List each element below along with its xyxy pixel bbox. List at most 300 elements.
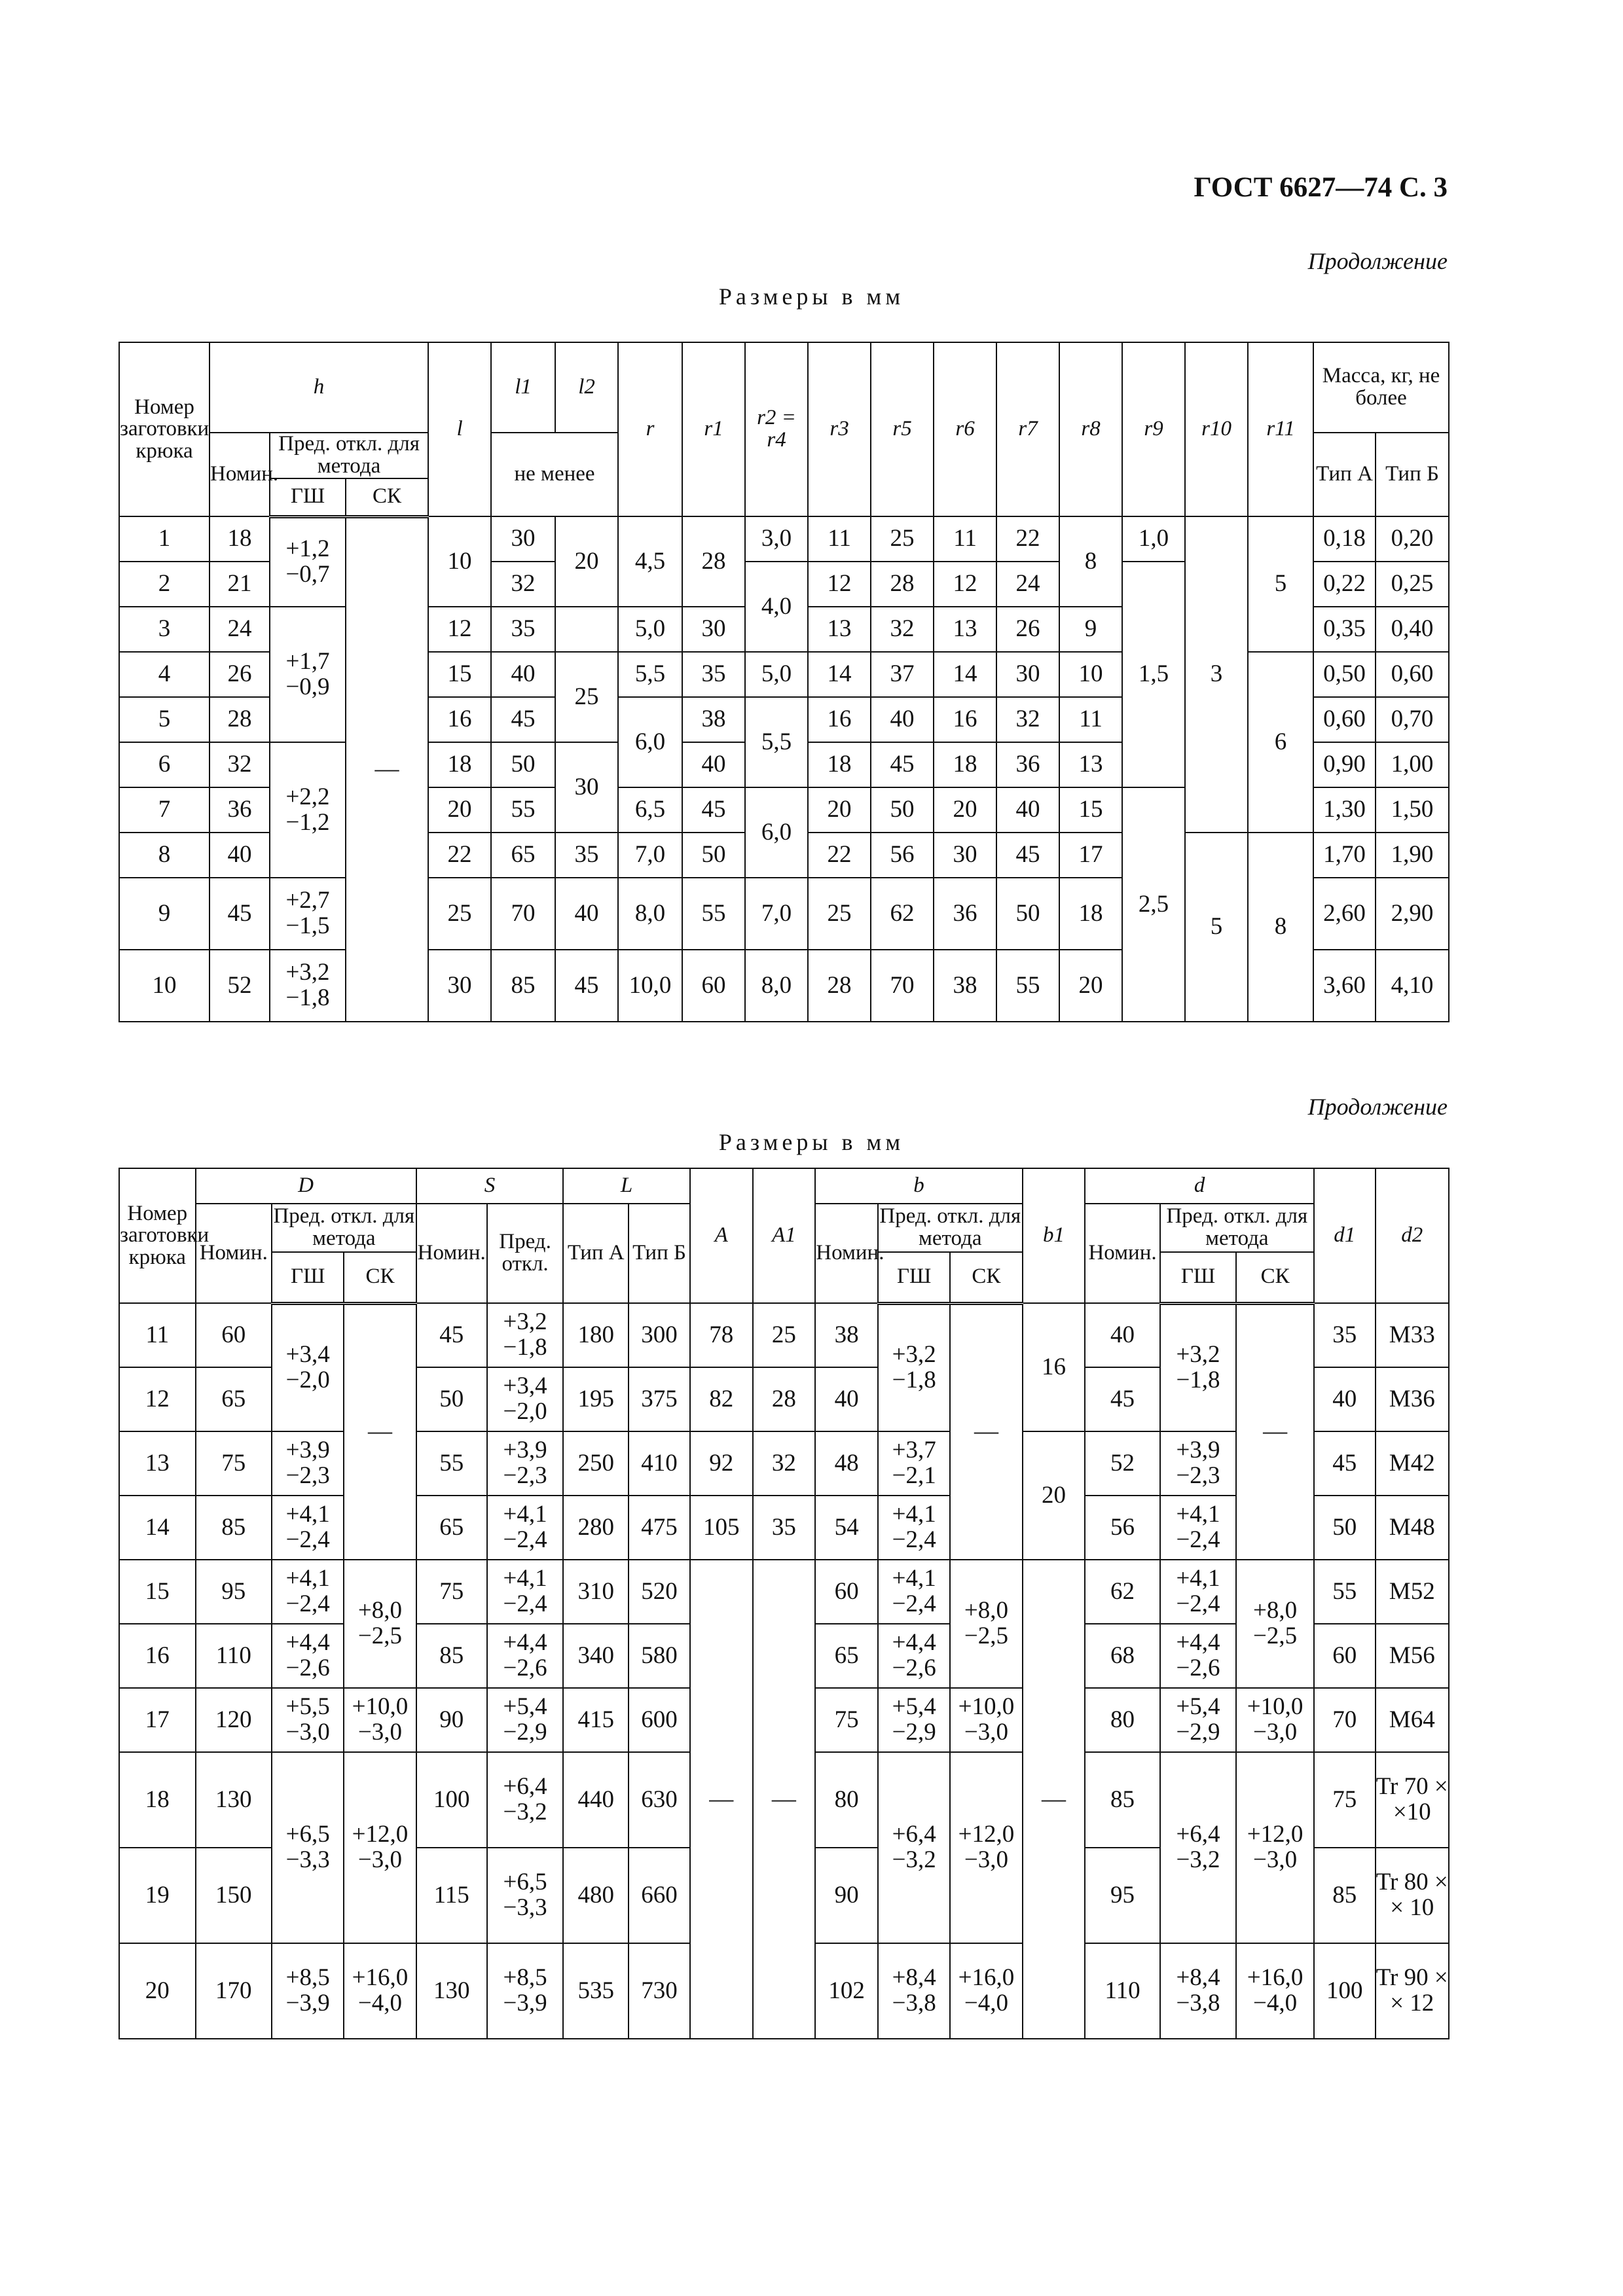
- col2-b1: b1: [1023, 1168, 1085, 1303]
- L-a-20: 535: [563, 1943, 629, 2039]
- r8-3: 9: [1059, 607, 1122, 652]
- col2-d-sk: СК: [1236, 1252, 1314, 1303]
- S-dev-12: +3,4 −2,0: [487, 1367, 564, 1431]
- mass-a-5: 0,60: [1313, 697, 1376, 742]
- mass-b-1: 0,20: [1376, 516, 1449, 562]
- units-caption-2: Размеры в мм: [718, 1129, 905, 1155]
- D-gsh-14: +4,1 −2,4: [272, 1496, 344, 1560]
- l1-10: 85: [491, 950, 555, 1022]
- col-r7: r7: [996, 342, 1059, 516]
- b1-13-14: 20: [1023, 1431, 1085, 1560]
- r1-8: 50: [682, 833, 745, 878]
- t2-row-14-no: 14: [119, 1496, 196, 1560]
- col2-b-gsh: ГШ: [878, 1252, 950, 1303]
- d2-15: M52: [1376, 1560, 1449, 1624]
- r3-4: 14: [808, 652, 871, 697]
- l2-8: 35: [555, 833, 618, 878]
- b-sk-11-14: —: [950, 1303, 1022, 1560]
- L-a-17: 415: [563, 1688, 629, 1752]
- r7-5: 32: [996, 697, 1059, 742]
- row-4-h: 26: [210, 652, 270, 697]
- col-r11: r11: [1248, 342, 1313, 516]
- r24-10: 8,0: [745, 950, 808, 1022]
- b-13: 48: [815, 1431, 878, 1496]
- S-13: 55: [416, 1431, 487, 1496]
- S-16: 85: [416, 1624, 487, 1688]
- L-a-12: 195: [563, 1367, 629, 1431]
- b-sk-20: +16,0 −4,0: [950, 1943, 1022, 2039]
- row-6-h: 32: [210, 742, 270, 787]
- mass-a-8: 1,70: [1313, 833, 1376, 878]
- b-gsh-11-12: +3,2 −1,8: [878, 1303, 950, 1431]
- S-12: 50: [416, 1367, 487, 1431]
- r24-1: 3,0: [745, 516, 808, 562]
- col-l2: l2: [555, 342, 618, 433]
- col-l: l: [428, 342, 491, 516]
- L-b-16: 580: [629, 1624, 690, 1688]
- l-5: 16: [428, 697, 491, 742]
- mass-b-8: 1,90: [1376, 833, 1449, 878]
- d-gsh-14: +4,1 −2,4: [1160, 1496, 1237, 1560]
- mass-b-3: 0,40: [1376, 607, 1449, 652]
- d-18: 85: [1085, 1752, 1159, 1848]
- t2-row-19-no: 19: [119, 1848, 196, 1943]
- col2-A1: A1: [753, 1168, 816, 1303]
- row-8-h: 40: [210, 833, 270, 878]
- r5-2: 28: [871, 562, 934, 607]
- col2-A: A: [690, 1168, 753, 1303]
- d-14: 56: [1085, 1496, 1159, 1560]
- mass-b-6: 1,00: [1376, 742, 1449, 787]
- d1-11: 35: [1314, 1303, 1376, 1367]
- A1-12: 28: [753, 1367, 816, 1431]
- b-sk-18-19: +12,0 −3,0: [950, 1752, 1022, 1943]
- l-8: 22: [428, 833, 491, 878]
- row-7-h: 36: [210, 787, 270, 833]
- b-12: 40: [815, 1367, 878, 1431]
- L-a-19: 480: [563, 1848, 629, 1943]
- d1-19: 85: [1314, 1848, 1376, 1943]
- S-dev-11: +3,2 −1,8: [487, 1303, 564, 1367]
- h-dev-10: +3,2 −1,8: [270, 950, 346, 1022]
- t2-row-16-no: 16: [119, 1624, 196, 1688]
- b1-11-12: 16: [1023, 1303, 1085, 1431]
- col-gsh: ГШ: [270, 478, 346, 516]
- r5-6: 45: [871, 742, 934, 787]
- col2-D-gsh: ГШ: [272, 1252, 344, 1303]
- d-11: 40: [1085, 1303, 1159, 1367]
- row-5-no: 5: [119, 697, 210, 742]
- D-gsh-11-12: +3,4 −2,0: [272, 1303, 344, 1431]
- mass-a-2: 0,22: [1313, 562, 1376, 607]
- mass-b-9: 2,90: [1376, 878, 1449, 950]
- D-gsh-18-19: +6,5 −3,3: [272, 1752, 344, 1943]
- b-15: 60: [815, 1560, 878, 1624]
- h-dev-6-8: +2,2 −1,2: [270, 742, 346, 878]
- b-gsh-13: +3,7 −2,1: [878, 1431, 950, 1496]
- r24-9: 7,0: [745, 878, 808, 950]
- b-sk-15-16: +8,0 −2,5: [950, 1560, 1022, 1688]
- row-5-h: 28: [210, 697, 270, 742]
- b-16: 65: [815, 1624, 878, 1688]
- l1-8: 65: [491, 833, 555, 878]
- L-a-16: 340: [563, 1624, 629, 1688]
- r6-10: 38: [934, 950, 996, 1022]
- mass-a-7: 1,30: [1313, 787, 1376, 833]
- S-18: 100: [416, 1752, 487, 1848]
- r7-7: 40: [996, 787, 1059, 833]
- r-7: 6,5: [618, 787, 682, 833]
- S-14: 65: [416, 1496, 487, 1560]
- r8-5: 11: [1059, 697, 1122, 742]
- col-mass: Масса, кг, не более: [1313, 342, 1449, 433]
- A1-15-20: —: [753, 1560, 816, 2039]
- r24-5-6: 5,5: [745, 697, 808, 787]
- row-7-no: 7: [119, 787, 210, 833]
- mass-b-2: 0,25: [1376, 562, 1449, 607]
- r7-4: 30: [996, 652, 1059, 697]
- d2-17: M64: [1376, 1688, 1449, 1752]
- d1-13: 45: [1314, 1431, 1376, 1496]
- d-sk-20: +16,0 −4,0: [1236, 1943, 1314, 2039]
- D-16: 110: [196, 1624, 272, 1688]
- D-15: 95: [196, 1560, 272, 1624]
- col2-b-nom: Номин.: [815, 1204, 878, 1303]
- S-20: 130: [416, 1943, 487, 2039]
- mass-b-7: 1,50: [1376, 787, 1449, 833]
- t2-row-18-no: 18: [119, 1752, 196, 1848]
- L-b-13: 410: [629, 1431, 690, 1496]
- d-gsh-18-19: +6,4 −3,2: [1160, 1752, 1237, 1943]
- D-gsh-16: +4,4 −2,6: [272, 1624, 344, 1688]
- r24-2-3: 4,0: [745, 562, 808, 652]
- r3-6: 18: [808, 742, 871, 787]
- d2-20: Tr 90 × × 12: [1376, 1943, 1449, 2039]
- S-15: 75: [416, 1560, 487, 1624]
- d-15: 62: [1085, 1560, 1159, 1624]
- col2-D-sk: СК: [344, 1252, 416, 1303]
- d-16: 68: [1085, 1624, 1159, 1688]
- col-r8: r8: [1059, 342, 1122, 516]
- col2-d-nom: Номин.: [1085, 1204, 1159, 1303]
- col2-D-nom: Номин.: [196, 1204, 272, 1303]
- r6-7: 20: [934, 787, 996, 833]
- col-sk: СК: [346, 478, 428, 516]
- r1-7: 45: [682, 787, 745, 833]
- col2-S-dev: Пред. откл.: [487, 1204, 564, 1303]
- h-dev-1-2: +1,2 −0,7: [270, 516, 346, 607]
- b-gsh-17: +5,4 −2,9: [878, 1688, 950, 1752]
- col2-d: d: [1085, 1168, 1314, 1204]
- l2-1-2: 20: [555, 516, 618, 607]
- b-20: 102: [815, 1943, 878, 2039]
- col-r: r: [618, 342, 682, 516]
- D-sk-20: +16,0 −4,0: [344, 1943, 416, 2039]
- r-10: 10,0: [618, 950, 682, 1022]
- units-caption-1: Размеры в мм: [718, 283, 905, 310]
- r7-2: 24: [996, 562, 1059, 607]
- D-gsh-20: +8,5 −3,9: [272, 1943, 344, 2039]
- row-9-h: 45: [210, 878, 270, 950]
- S-11: 45: [416, 1303, 487, 1367]
- r5-9: 62: [871, 878, 934, 950]
- col2-L-type-b: Тип Б: [629, 1204, 690, 1303]
- A1-14: 35: [753, 1496, 816, 1560]
- l-3: 12: [428, 607, 491, 652]
- b-18: 80: [815, 1752, 878, 1848]
- d2-11: M33: [1376, 1303, 1449, 1367]
- d-gsh-15: +4,1 −2,4: [1160, 1560, 1237, 1624]
- r5-8: 56: [871, 833, 934, 878]
- row-3-h: 24: [210, 607, 270, 652]
- D-20: 170: [196, 1943, 272, 2039]
- r7-8: 45: [996, 833, 1059, 878]
- col-r9: r9: [1122, 342, 1185, 516]
- r10-1-7: 3: [1185, 516, 1248, 833]
- col-r1: r1: [682, 342, 745, 516]
- l2-6-7: 30: [555, 742, 618, 833]
- r6-9: 36: [934, 878, 996, 950]
- row-2-h: 21: [210, 562, 270, 607]
- A-15-20: —: [690, 1560, 753, 2039]
- col2-D: D: [196, 1168, 416, 1204]
- r1-1-2: 28: [682, 516, 745, 607]
- dimensions-table-2: [119, 1168, 1450, 2039]
- row-4-no: 4: [119, 652, 210, 697]
- t2-row-12-no: 12: [119, 1367, 196, 1431]
- b-gsh-16: +4,4 −2,6: [878, 1624, 950, 1688]
- b-gsh-18-19: +6,4 −3,2: [878, 1752, 950, 1943]
- r3-5: 16: [808, 697, 871, 742]
- r11-8-10: 8: [1248, 833, 1313, 1022]
- l-6: 18: [428, 742, 491, 787]
- r-5-6: 6,0: [618, 697, 682, 787]
- d-sk-11-14: —: [1236, 1303, 1314, 1560]
- L-b-12: 375: [629, 1367, 690, 1431]
- b-17: 75: [815, 1688, 878, 1752]
- D-gsh-15: +4,1 −2,4: [272, 1560, 344, 1624]
- r9-7-10: 2,5: [1122, 787, 1185, 1022]
- col2-S: S: [416, 1168, 564, 1204]
- mass-a-3: 0,35: [1313, 607, 1376, 652]
- r8-9: 18: [1059, 878, 1122, 950]
- r6-5: 16: [934, 697, 996, 742]
- b-19: 90: [815, 1848, 878, 1943]
- t2-row-11-no: 11: [119, 1303, 196, 1367]
- d2-13: M42: [1376, 1431, 1449, 1496]
- page-header: ГОСТ 6627—74 С. 3: [1194, 172, 1448, 203]
- A-14: 105: [690, 1496, 753, 1560]
- d-gsh-11-12: +3,2 −1,8: [1160, 1303, 1237, 1431]
- t2-row-15-no: 15: [119, 1560, 196, 1624]
- r7-6: 36: [996, 742, 1059, 787]
- b-gsh-15: +4,1 −2,4: [878, 1560, 950, 1624]
- col2-L: L: [563, 1168, 690, 1204]
- d2-12: M36: [1376, 1367, 1449, 1431]
- r1-9: 55: [682, 878, 745, 950]
- row-1-no: 1: [119, 516, 210, 562]
- r5-3: 32: [871, 607, 934, 652]
- mass-a-4: 0,50: [1313, 652, 1376, 697]
- l1-6: 50: [491, 742, 555, 787]
- continuation-label-2: Продолжение: [1307, 1094, 1448, 1120]
- r7-9: 50: [996, 878, 1059, 950]
- d1-18: 75: [1314, 1752, 1376, 1848]
- r6-8: 30: [934, 833, 996, 878]
- l1-4: 40: [491, 652, 555, 697]
- r8-10: 20: [1059, 950, 1122, 1022]
- row-10-h: 52: [210, 950, 270, 1022]
- D-sk-18-19: +12,0 −3,0: [344, 1752, 416, 1943]
- A-12: 82: [690, 1367, 753, 1431]
- b-gsh-14: +4,1 −2,4: [878, 1496, 950, 1560]
- l-10: 30: [428, 950, 491, 1022]
- S-17: 90: [416, 1688, 487, 1752]
- r8-8: 17: [1059, 833, 1122, 878]
- D-18: 130: [196, 1752, 272, 1848]
- col2-d-gsh: ГШ: [1160, 1252, 1237, 1303]
- D-13: 75: [196, 1431, 272, 1496]
- d-13: 52: [1085, 1431, 1159, 1496]
- r3-7: 20: [808, 787, 871, 833]
- col2-D-dev: Пред. откл. для метода: [272, 1204, 416, 1252]
- col2-d2: d2: [1376, 1168, 1449, 1303]
- r6-1: 11: [934, 516, 996, 562]
- r-1-2: 4,5: [618, 516, 682, 607]
- r3-9: 25: [808, 878, 871, 950]
- d-gsh-16: +4,4 −2,6: [1160, 1624, 1237, 1688]
- col-type-a: Тип А: [1313, 433, 1376, 516]
- mass-b-5: 0,70: [1376, 697, 1449, 742]
- d-sk-17: +10,0 −3,0: [1236, 1688, 1314, 1752]
- mass-b-10: 4,10: [1376, 950, 1449, 1022]
- L-b-19: 660: [629, 1848, 690, 1943]
- b-11: 38: [815, 1303, 878, 1367]
- d1-12: 40: [1314, 1367, 1376, 1431]
- b-14: 54: [815, 1496, 878, 1560]
- l2-10: 45: [555, 950, 618, 1022]
- t2-row-13-no: 13: [119, 1431, 196, 1496]
- r5-4: 37: [871, 652, 934, 697]
- l1-3: 35: [491, 607, 555, 652]
- l2-3: [555, 607, 618, 652]
- d1-14: 50: [1314, 1496, 1376, 1560]
- col-not-less: не менее: [491, 433, 618, 516]
- r7-10: 55: [996, 950, 1059, 1022]
- L-b-15: 520: [629, 1560, 690, 1624]
- r1-10: 60: [682, 950, 745, 1022]
- r6-4: 14: [934, 652, 996, 697]
- A1-11: 25: [753, 1303, 816, 1367]
- d1-15: 55: [1314, 1560, 1376, 1624]
- r3-2: 12: [808, 562, 871, 607]
- r3-3: 13: [808, 607, 871, 652]
- col-type-b: Тип Б: [1376, 433, 1449, 516]
- r8-1-2: 8: [1059, 516, 1122, 607]
- r11-4-7: 6: [1248, 652, 1313, 833]
- d2-19: Tr 80 × × 10: [1376, 1848, 1449, 1943]
- r6-6: 18: [934, 742, 996, 787]
- S-dev-17: +5,4 −2,9: [487, 1688, 564, 1752]
- b-gsh-20: +8,4 −3,8: [878, 1943, 950, 2039]
- L-a-13: 250: [563, 1431, 629, 1496]
- D-19: 150: [196, 1848, 272, 1943]
- d-gsh-20: +8,4 −3,8: [1160, 1943, 1237, 2039]
- D-17: 120: [196, 1688, 272, 1752]
- l-4: 15: [428, 652, 491, 697]
- col-r3: r3: [808, 342, 871, 516]
- L-a-15: 310: [563, 1560, 629, 1624]
- r-4: 5,5: [618, 652, 682, 697]
- D-14: 85: [196, 1496, 272, 1560]
- r8-7: 15: [1059, 787, 1122, 833]
- D-sk-15-16: +8,0 −2,5: [344, 1560, 416, 1688]
- l1-2: 32: [491, 562, 555, 607]
- h-dev-3-5: +1,7 −0,9: [270, 607, 346, 742]
- row-3-no: 3: [119, 607, 210, 652]
- D-11: 60: [196, 1303, 272, 1367]
- r9-2-6: 1,5: [1122, 562, 1185, 787]
- L-a-14: 280: [563, 1496, 629, 1560]
- r5-10: 70: [871, 950, 934, 1022]
- col-l1: l1: [491, 342, 555, 433]
- D-gsh-17: +5,5 −3,0: [272, 1688, 344, 1752]
- col2-L-type-a: Тип А: [563, 1204, 629, 1303]
- col-hook-number: Номер заготовки крюка: [119, 342, 210, 516]
- r3-10: 28: [808, 950, 871, 1022]
- l1-1: 30: [491, 516, 555, 562]
- col2-d-dev: Пред. откл. для метода: [1160, 1204, 1314, 1252]
- row-10-no: 10: [119, 950, 210, 1022]
- row-8-no: 8: [119, 833, 210, 878]
- mass-a-10: 3,60: [1313, 950, 1376, 1022]
- S-dev-14: +4,1 −2,4: [487, 1496, 564, 1560]
- mass-a-9: 2,60: [1313, 878, 1376, 950]
- r6-2: 12: [934, 562, 996, 607]
- col2-S-nom: Номин.: [416, 1204, 487, 1303]
- A-11: 78: [690, 1303, 753, 1367]
- l2-4-5: 25: [555, 652, 618, 742]
- d2-16: M56: [1376, 1624, 1449, 1688]
- d2-14: M48: [1376, 1496, 1449, 1560]
- L-b-18: 630: [629, 1752, 690, 1848]
- col2-b-sk: СК: [950, 1252, 1022, 1303]
- S-dev-15: +4,1 −2,4: [487, 1560, 564, 1624]
- d-12: 45: [1085, 1367, 1159, 1431]
- col-r10: r10: [1185, 342, 1248, 516]
- D-sk-17: +10,0 −3,0: [344, 1688, 416, 1752]
- r5-1: 25: [871, 516, 934, 562]
- l-9: 25: [428, 878, 491, 950]
- S-dev-19: +6,5 −3,3: [487, 1848, 564, 1943]
- b-sk-17: +10,0 −3,0: [950, 1688, 1022, 1752]
- L-a-18: 440: [563, 1752, 629, 1848]
- d-gsh-13: +3,9 −2,3: [1160, 1431, 1237, 1496]
- S-dev-16: +4,4 −2,6: [487, 1624, 564, 1688]
- r1-6: 40: [682, 742, 745, 787]
- col-h: h: [210, 342, 428, 433]
- r11-1-3: 5: [1248, 516, 1313, 652]
- D-gsh-13: +3,9 −2,3: [272, 1431, 344, 1496]
- d-17: 80: [1085, 1688, 1159, 1752]
- r7-1: 22: [996, 516, 1059, 562]
- r10-8-10: 5: [1185, 833, 1248, 1022]
- r1-5: 38: [682, 697, 745, 742]
- dimensions-table-1: [119, 342, 1450, 1022]
- r-9: 8,0: [618, 878, 682, 950]
- r9-1: 1,0: [1122, 516, 1185, 562]
- L-b-11: 300: [629, 1303, 690, 1367]
